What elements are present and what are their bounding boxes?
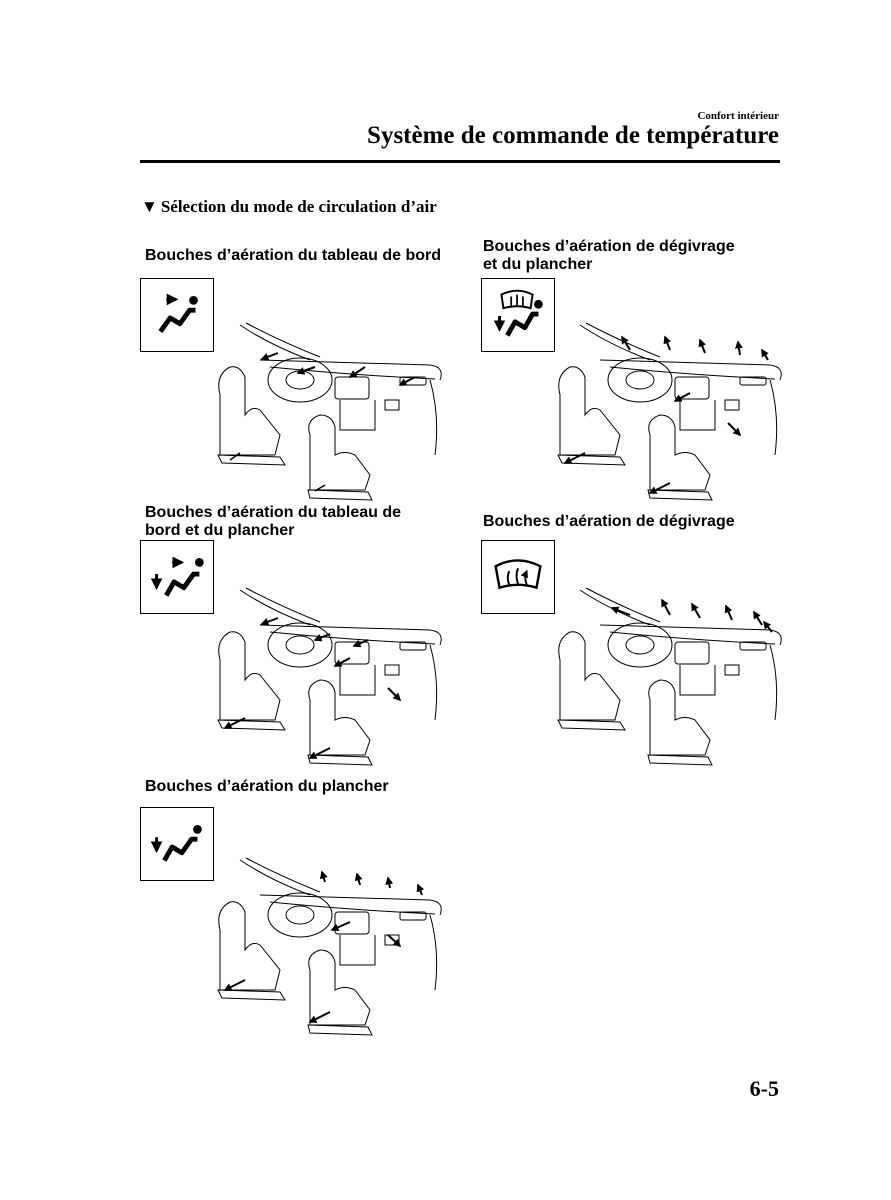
car-interior-defrost-floor-illustration — [540, 305, 790, 500]
mode-dashboard-floor-label-line2: bord et du plancher — [145, 522, 295, 539]
mode-dashboard-floor-label — [145, 504, 401, 540]
subheading — [141, 197, 437, 217]
triangle-marker-icon: ▼ — [141, 197, 158, 216]
mode-dashboard-floor-label-line1: Bouches d’aération du tableau de — [145, 504, 402, 521]
mode-floor-label: Bouches d’aération du plancher — [145, 778, 389, 795]
car-interior-floor-illustration — [200, 840, 450, 1035]
car-interior-dashboard-illustration — [200, 305, 450, 495]
page-number: 6-5 — [749, 1076, 779, 1101]
subheading-text: Sélection du mode de circulation d’air — [160, 197, 437, 216]
mode-defrost-floor-label — [483, 238, 735, 274]
mode-dashboard-label: Bouches d’aération du tableau de bord — [145, 247, 442, 264]
car-interior-dashboard-floor-illustration — [200, 570, 450, 765]
title-rule — [140, 160, 780, 163]
page-title: Système de commande de température — [367, 122, 779, 149]
mode-defrost-floor-label-line1: Bouches d’aération de dégivrage — [483, 238, 735, 255]
mode-defrost-floor-label-line2: et du plancher — [483, 256, 593, 273]
section-name: Confort intérieur — [697, 110, 779, 122]
car-interior-defrost-illustration — [540, 570, 790, 760]
mode-defrost-label: Bouches d’aération de dégivrage — [483, 513, 735, 530]
